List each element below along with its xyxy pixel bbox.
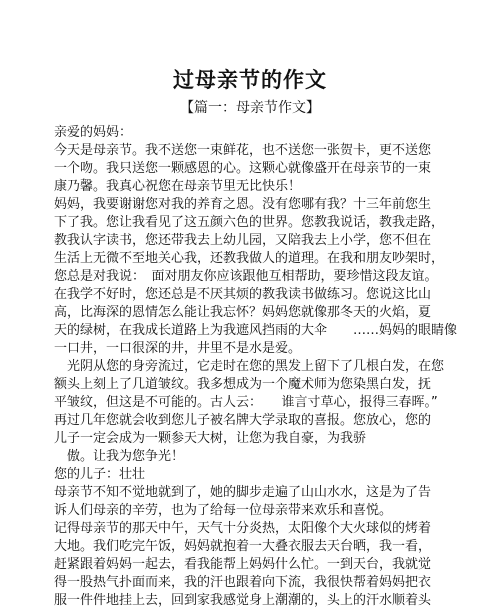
text-line: 光阴从您的身旁流过，它走时在您的黑发上留下了几根白发，在您 [54,359,445,374]
text-line: 大地。我们吃完午饭，妈妈就抱着一大叠衣服去天台晒，我一看， [54,539,432,554]
text-line: 母亲节不知不觉地就到了，她的脚步走遍了山山水水，这是为了告 [54,485,432,500]
text-line: 赶紧跟着妈妈一起去，看我能帮上妈妈什么忙。一到天台，我就觉 [54,557,432,572]
text-line: 亲爱的妈妈： [54,125,133,140]
text-line: 得一股热气扑面而来，我的汗也跟着向下流，我很快帮着妈妈把衣 [54,575,432,590]
text-line: 记得母亲节的那天中午，天气十分炎热，太阳像个大火球似的烤着 [54,521,432,536]
text-line: 平皱纹，但这是不可能的。古人云： 谁言寸草心，报得三春晖。” [54,395,438,410]
text-line: 傲。让我为您争光！ [54,449,185,464]
text-line: 您总是对我说： 面对朋友你应该跟他互相帮助，要珍惜这段友谊。 [54,269,438,284]
text-line: 天的绿树，在我成长道路上为我遮风挡雨的大伞 ……妈妈的眼睛像 [54,323,458,338]
text-line: 一口井，一口很深的井，井里不是水是爱。 [54,341,302,356]
text-line: 服一件件地挂上去，回到家我感觉身上潮潮的，头上的汗水顺着头 [54,593,432,608]
text-line: 高，比海深的恩情怎么能让我忘怀？妈妈您就像那冬天的火焰，夏 [54,305,432,320]
text-line: 在我学不好时，您还总是不厌其烦的教我读书做练习。您说这比山 [54,287,432,302]
text-line: 康乃馨。我真心祝您在母亲节里无比快乐！ [54,179,302,194]
text-line: 一个吻。我只送您一颗感恩的心。这颗心就像盛开在母亲节的一束 [54,161,432,176]
text-line: 额头上刻上了几道皱纹。我多想成为一个魔术师为您染黑白发，抚 [54,377,432,392]
text-line: 儿子一定会成为一颗参天大树，让您为我自豪，为我骄 [54,431,367,446]
page-title: 过母亲节的作文 [173,68,327,92]
text-line: 再过几年您就会收到您儿子被名牌大学录取的喜报。您放心，您的 [54,413,432,428]
text-line: 下了我。您让我看见了这五颜六色的世界。您教我说话，教我走路， [54,215,445,230]
text-line: 生活上无微不至地关心我，还教我做人的道理。在我和朋友吵架时， [54,251,445,266]
text-line: 教我认字读书，您还带我去上幼儿园，又陪我去上小学，您不但在 [54,233,432,248]
text-line: 妈妈，我要谢谢您对我的养育之恩。没有您哪有我？十三年前您生 [54,197,432,212]
text-line: 您的儿子：壮壮 [54,467,146,482]
article-body [54,124,474,610]
section-heading: 【篇一：母亲节作文】 [180,100,320,116]
text-line: 诉人们母亲的辛劳，也为了给每一位母亲带来欢乐和喜悦。 [54,503,393,518]
text-line: 今天是母亲节。我不送您一束鲜花，也不送您一张贺卡，更不送您 [54,143,432,158]
